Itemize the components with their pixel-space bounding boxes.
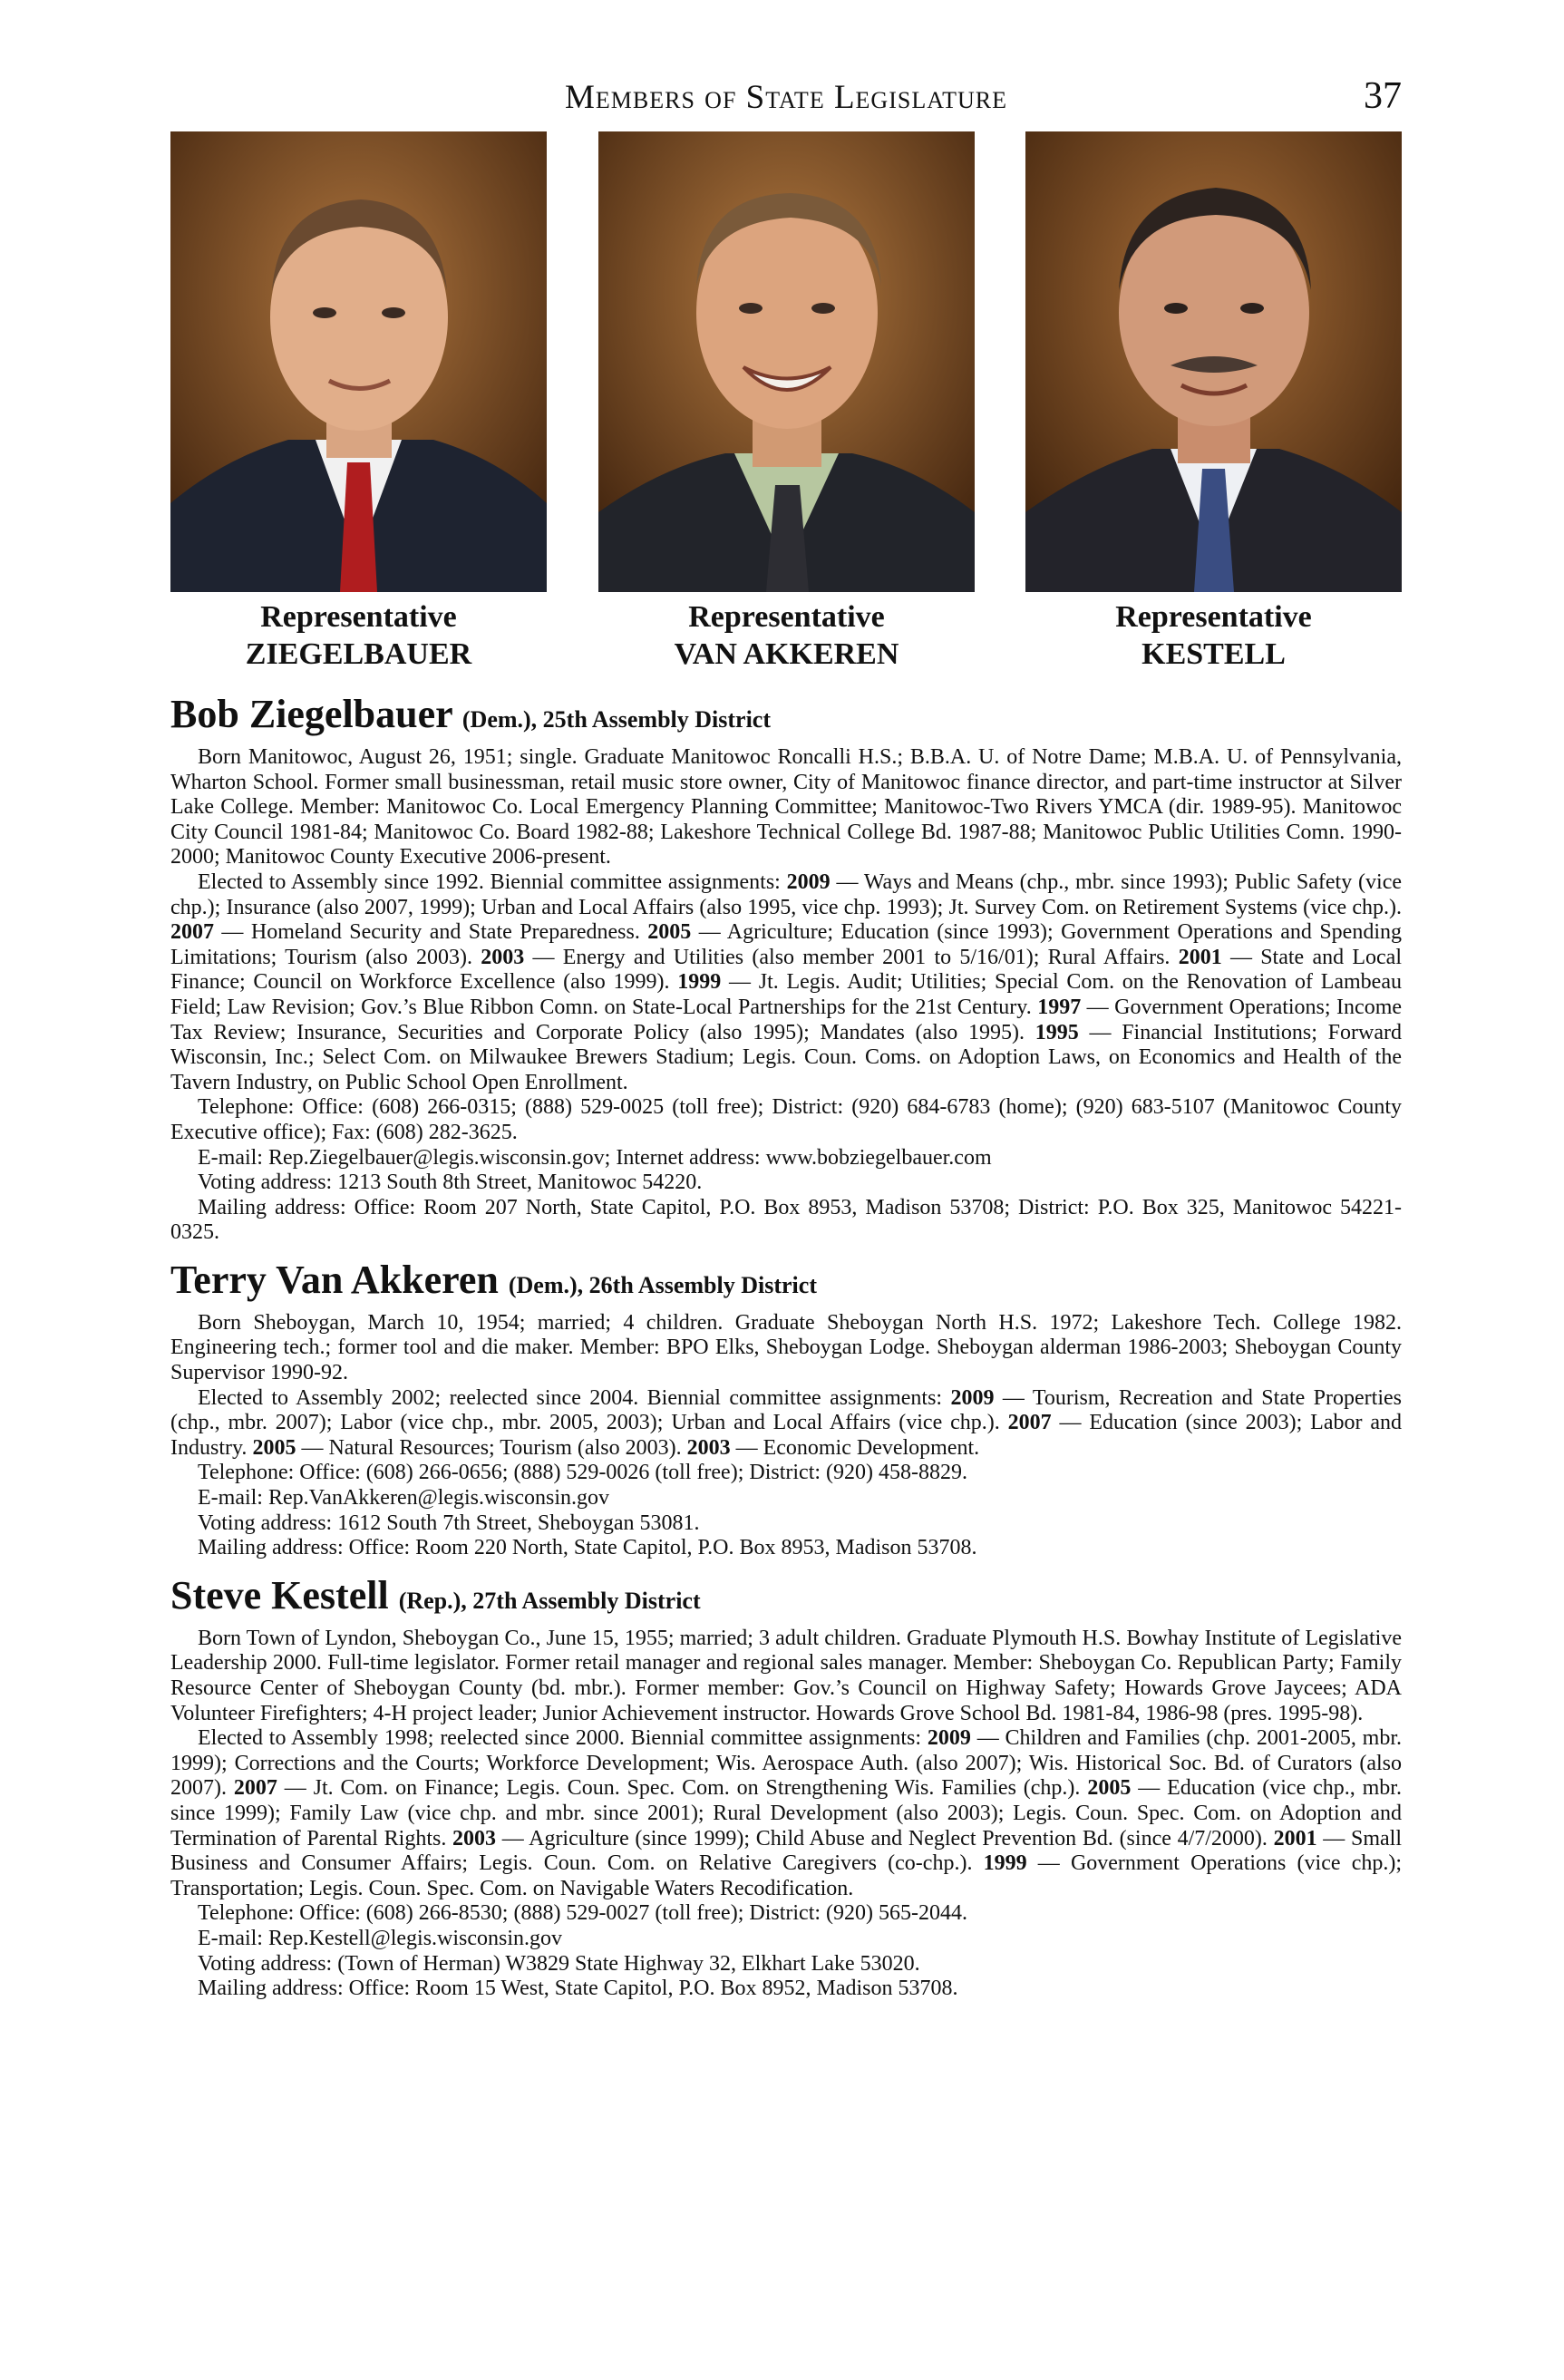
session-year: 2007 [1007, 1411, 1052, 1435]
running-title: Members of State Legislature [565, 79, 1007, 116]
photo-row [170, 131, 1402, 594]
telephone-paragraph: Telephone: Office: (608) 266-8530; (888) 529-0027 (toll free); District: (920) 565-2044. [198, 1901, 967, 1926]
born-paragraph: Born Manitowoc, August 26, 1951; single. Graduate Manitowoc Roncalli H.S.; B.B.A. U. of Notre Dame; M.B.A. U. of Pennsylvania, Wharton School. Former small businessman, retail music store owner, City of Manitowoc finance director, and part-time instructor at Silver Lake College. Member: Manitowoc Co. Local Emergency Planning Committee; Manitowoc-Two Rivers YMCA (dir. 1989-95). Manitowoc City Council 1981-84; Manitowoc Co. Board 1982-88; Lakeshore Technical College Bd. 1987-88; Manitowoc Public Utilities Comn. 1990-2000; Manitowoc County Executive 2006-present. [170, 745, 1402, 869]
portrait-photo-kestell [1025, 131, 1402, 592]
session-year: 2003 [686, 1435, 731, 1460]
member-name: Terry Van Akkeren [170, 1257, 499, 1302]
session-year: 2009 [786, 869, 831, 894]
party-district: (Dem.), 25th Assembly District [461, 706, 771, 733]
born-paragraph: Born Town of Lyndon, Sheboygan Co., June 15, 1955; married; 3 adult children. Graduate Plymouth H.S. Bowhay Institute of Legislative Leadership 2000. Full-time legislator. Former retail manager and regional sales manager. Member: Sheboygan Co. Republican Party; Family Resource Center of Sheboygan County (bd. mbr.). Former member: Gov.’s Council on Highway Safety; Howards Grove Jaycees; ADA Volunteer Firefighters; 4-H project leader; Junior Achievement instructor. Howards Grove School Bd. 1981-84, 1986-98 (pres. 1995-98). [170, 1626, 1402, 1725]
caption-title: Representative [1115, 600, 1312, 634]
committee-paragraph: Elected to Assembly since 1992. Biennial committee assignments: 2009 — Ways and Means (chp., mbr. since 1993); Public Safety (vice chp.); Insurance (also 2007, 1999); Urban and Local Affairs (also 1995, vice chp. 1993); Jt. Survey Com. on Retirement Systems (vice chp.). 2007 — Homeland Security and State Preparedness. 2005 — Agriculture; Education (since 1993); Government Operations and Spending Limitations; Tourism (also 2003). 2003 — Energy and Utilities (also member 2001 to 5/16/01); Rural Affairs. 2001 — State and Local Finance; Council on Workforce Excellence (also 1999). 1999 — Jt. Legis. Audit; Utilities; Special Com. on the Renovation of Lambeau Field; Law Revision; Gov.’s Blue Ribbon Comn. on State-Local Partnerships for the 21st Century. 1997 — Government Operations; Income Tax Review; Insurance, Securities and Corporate Policy (also 1995); Mandates (also 1995). 1995 — Financial Institutions; Forward Wisconsin, Inc.; Select Com. on Milwaukee Brewers Stadium; Legis. Coun. Coms. on Adoption Laws, on Economics and Health of the Tavern Industry, on Public School Open Enrollment. [170, 869, 1403, 1094]
biographies [170, 693, 1402, 2015]
member-heading [170, 693, 1402, 742]
session-year: 2007 [233, 1776, 277, 1801]
caption-name: ZIEGELBAUER [245, 637, 472, 671]
mailing-address: Mailing address: Office: Room 207 North, State Capitol, P.O. Box 8953, Madison 53708; District: P.O. Box 325, Manitowoc 54221-0325. [170, 1195, 1402, 1245]
session-year: 1997 [1037, 995, 1082, 1019]
caption-title: Representative [260, 600, 457, 634]
committee-paragraph: Elected to Assembly 1998; reelected since 2000. Biennial committee assignments: 2009 — Children and Families (chp. 2001-2005, mbr. 1999); Corrections and the Courts; Workforce Development; Wis. Aerospace Auth. (also 2007); Wis. Historical Soc. Bd. of Curators (also 2007). 2007 — Jt. Com. on Finance; Legis. Coun. Spec. Com. on Strengthening Wis. Families (chp.). 2005 — Education (vice chp., mbr. since 1999); Family Law (vice chp. and mbr. since 2001); Rural Development (also 2003); Legis. Coun. Spec. Com. on Adoption and Termination of Parental Rights. 2003 — Agriculture (since 1999); Child Abuse and Neglect Prevention Bd. (since 4/7/2000). 2001 — Small Business and Consumer Affairs; Legis. Coun. Com. on Relative Caregivers (co-chp.). 1999 — Government Operations (vice chp.); Transportation; Legis. Coun. Spec. Com. on Navigable Waters Recodification. [170, 1726, 1403, 1900]
voting-address: Voting address: 1612 South 7th Street, Sheboygan 53081. [198, 1511, 700, 1535]
caption-van-akkeren [598, 598, 975, 673]
bio-van-akkeren [170, 1258, 1402, 1561]
bio-ziegelbauer [170, 693, 1402, 1246]
session-year: 2003 [452, 1826, 497, 1851]
email-paragraph: E-mail: Rep.VanAkkeren@legis.wisconsin.gov [198, 1486, 610, 1511]
session-year: 1995 [1035, 1020, 1079, 1044]
caption-kestell [1025, 598, 1402, 673]
running-head [170, 75, 1402, 123]
caption-name: VAN AKKEREN [674, 637, 899, 671]
session-year: 2003 [481, 945, 525, 969]
session-year: 2007 [170, 920, 214, 945]
member-heading [170, 1574, 1402, 1623]
email-paragraph: E-mail: Rep.Kestell@legis.wisconsin.gov [198, 1926, 563, 1950]
session-year: 2001 [1273, 1826, 1317, 1851]
born-paragraph: Born Sheboygan, March 10, 1954; married; 4 children. Graduate Sheboygan North H.S. 1972; Lakeshore Tech. College 1982. Engineering tech.; former tool and die maker. Member: BPO Elks, Sheboygan Lodge. Sheboygan alderman 1986-2003; Sheboygan County Supervisor 1990-92. [170, 1310, 1402, 1385]
member-name: Steve Kestell [170, 1572, 389, 1617]
telephone-paragraph: Telephone: Office: (608) 266-0656; (888) 529-0026 (toll free); District: (920) 458-8829. [198, 1461, 967, 1485]
mailing-address: Mailing address: Office: Room 220 North, State Capitol, P.O. Box 8953, Madison 53708. [198, 1536, 977, 1560]
party-district: (Dem.), 26th Assembly District [508, 1271, 817, 1298]
session-year: 2005 [252, 1435, 296, 1460]
session-year: 1999 [983, 1851, 1027, 1876]
voting-address: Voting address: (Town of Herman) W3829 State Highway 32, Elkhart Lake 53020. [198, 1951, 920, 1976]
caption-ziegelbauer [170, 598, 547, 673]
bio-kestell [170, 1574, 1402, 2002]
page-number: 37 [1364, 75, 1402, 117]
portrait-photo-van-akkeren [598, 131, 975, 592]
member-heading [170, 1258, 1402, 1307]
session-year: 2009 [950, 1385, 995, 1410]
member-name: Bob Ziegelbauer [170, 692, 452, 736]
committee-paragraph: Elected to Assembly 2002; reelected since 2004. Biennial committee assignments: 2009 — Tourism, Recreation and State Properties (chp., mbr. 2007); Labor (vice chp., mbr. 2005, 2003); Urban and Local Affairs (vice chp.). 2007 — Education (since 2003); Labor and Industry. 2005 — Natural Resources; Tourism (also 2003). 2003 — Economic Development. [170, 1385, 1402, 1460]
telephone-paragraph: Telephone: Office: (608) 266-0315; (888) 529-0025 (toll free); District: (920) 684-6783 (home); (920) 683-5107 (Manitowoc County Executive office); Fax: (608) 282-3625. [170, 1095, 1402, 1144]
session-year: 2009 [927, 1726, 971, 1751]
session-year: 2005 [1087, 1776, 1132, 1801]
party-district: (Rep.), 27th Assembly District [398, 1587, 701, 1614]
portrait-photo-ziegelbauer [170, 131, 547, 592]
caption-name: KESTELL [1141, 637, 1286, 671]
caption-title: Representative [688, 600, 885, 634]
session-year: 2001 [1178, 945, 1222, 969]
voting-address: Voting address: 1213 South 8th Street, Manitowoc 54220. [198, 1171, 703, 1195]
email-paragraph: E-mail: Rep.Ziegelbauer@legis.wisconsin.gov; Internet address: www.bobziegelbauer.com [198, 1145, 992, 1170]
mailing-address: Mailing address: Office: Room 15 West, State Capitol, P.O. Box 8952, Madison 53708. [198, 1977, 958, 2001]
session-year: 1999 [677, 970, 722, 995]
session-year: 2005 [647, 920, 692, 945]
